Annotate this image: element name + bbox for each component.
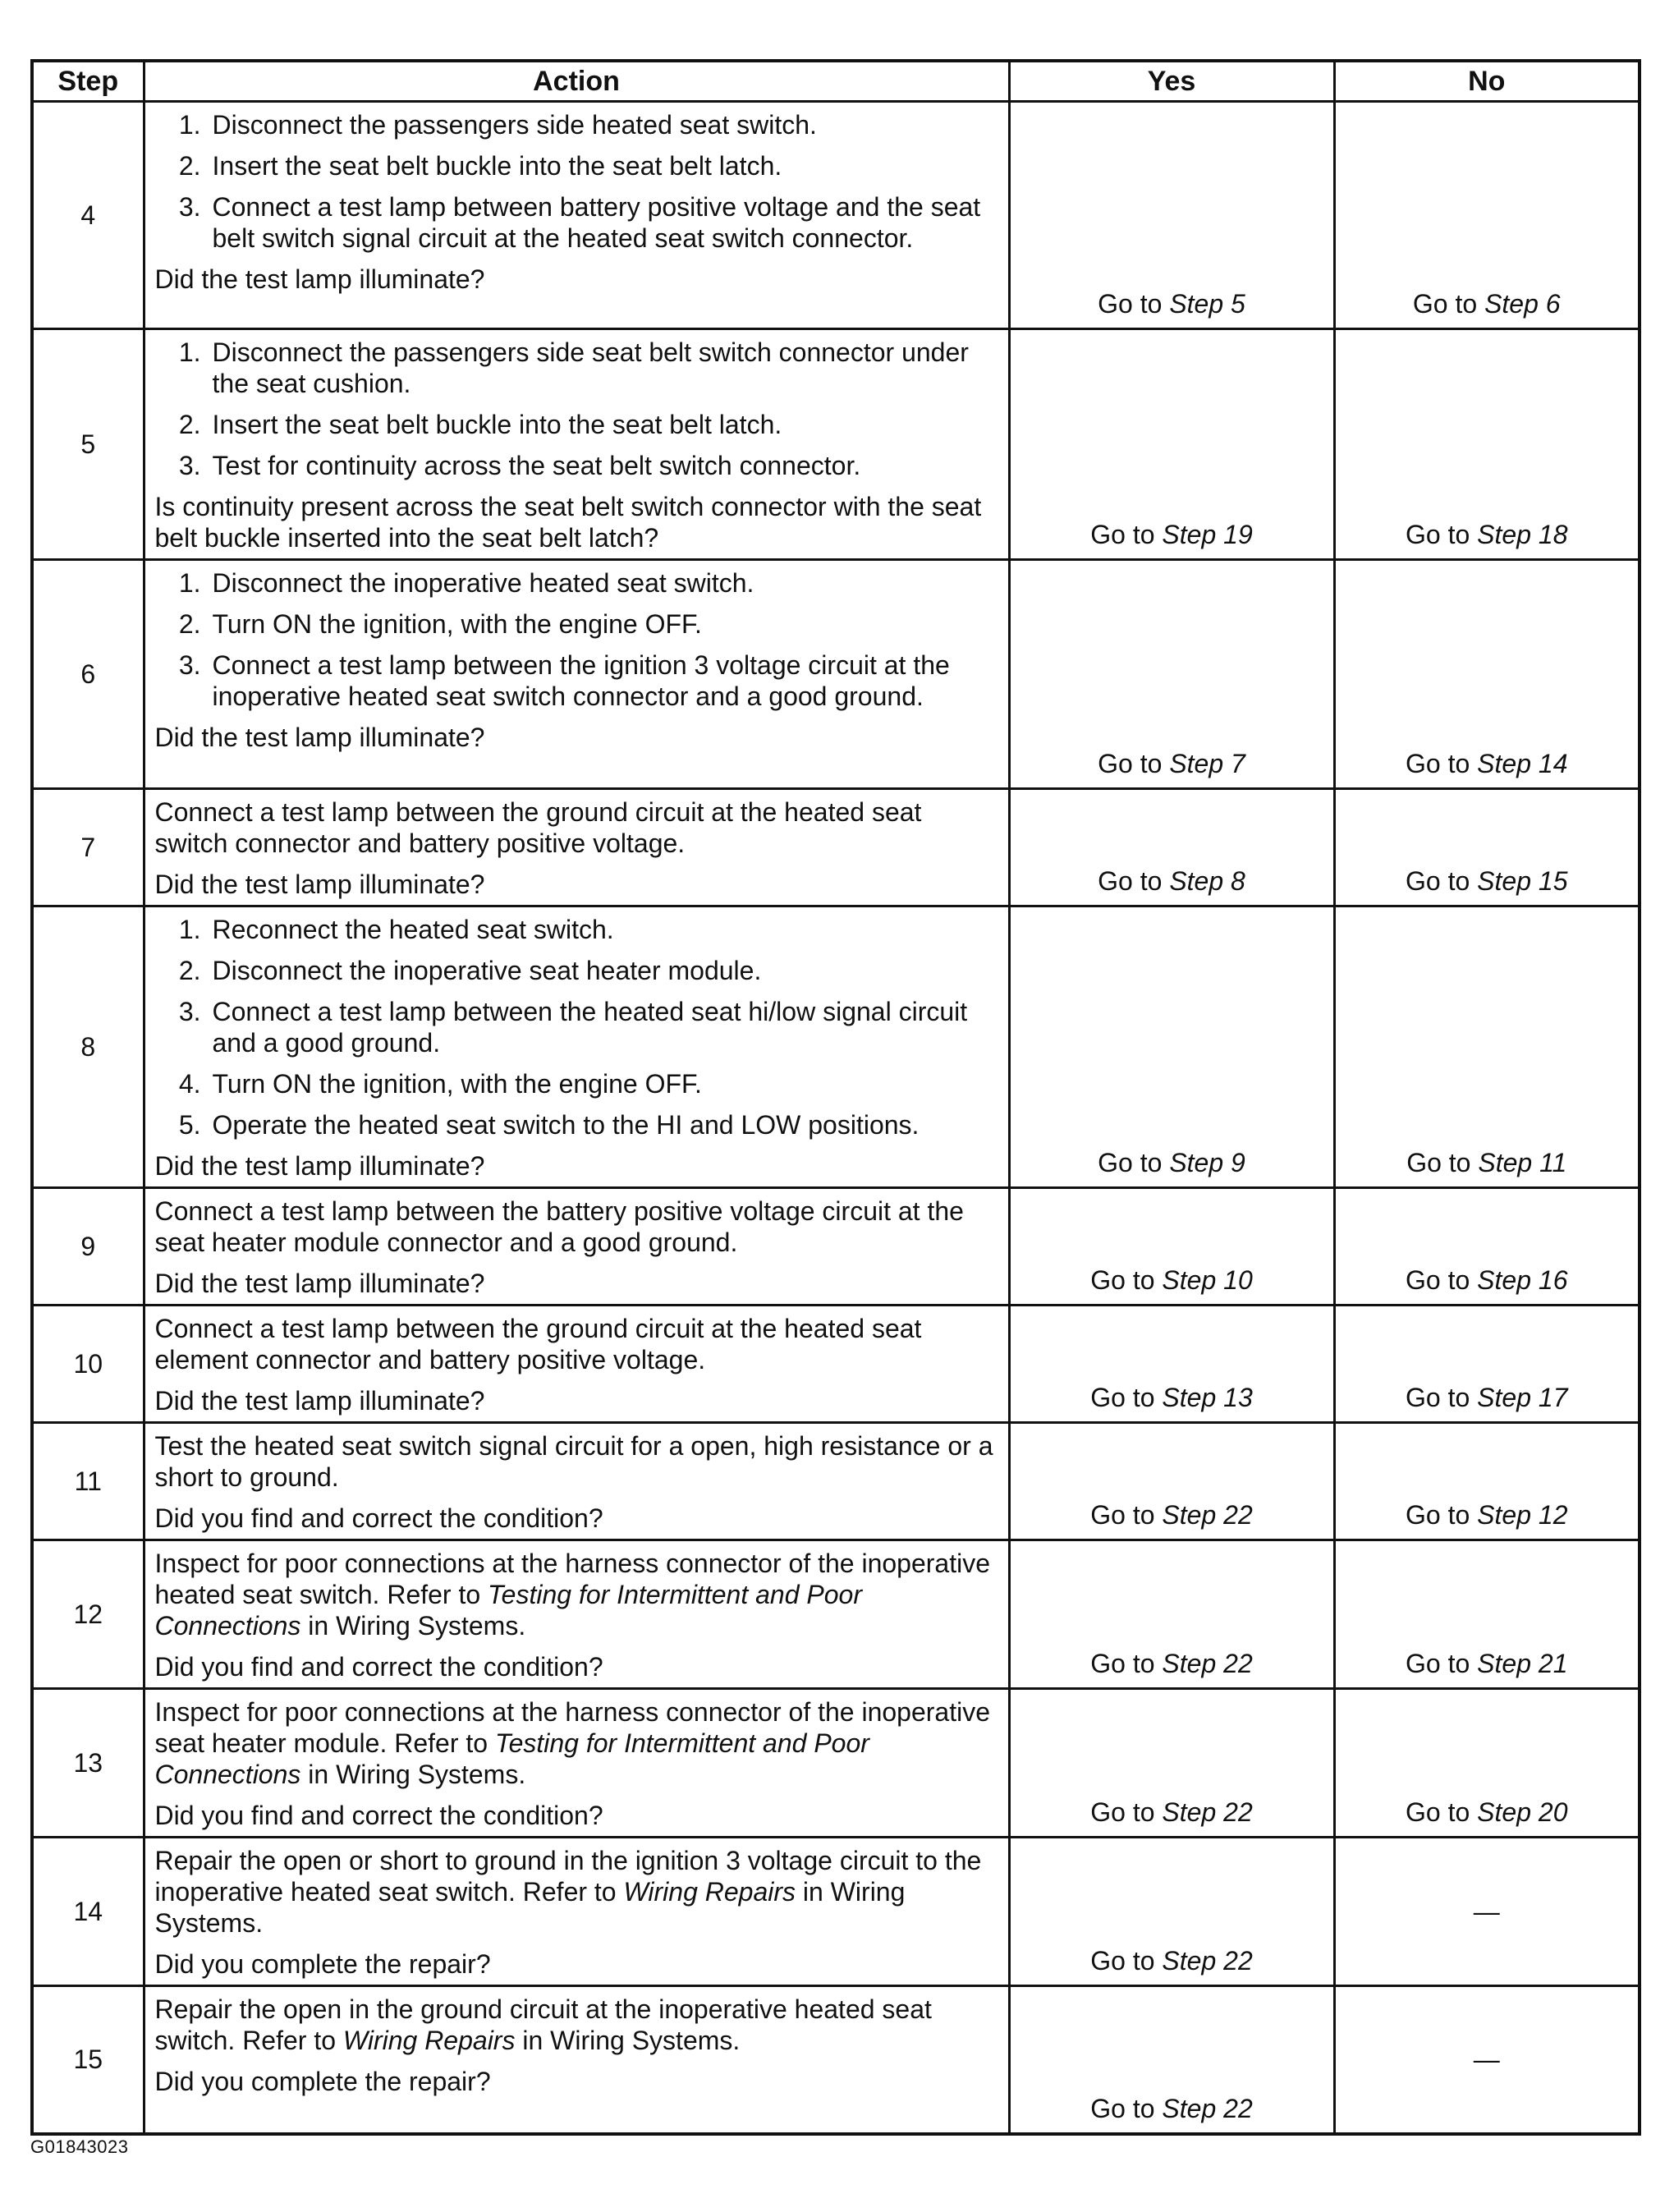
item-number: 2. bbox=[178, 609, 201, 639]
figure-id: G01843023 bbox=[30, 2136, 129, 2157]
reference-title: Wiring Repairs bbox=[342, 2026, 516, 2055]
item-number: 3. bbox=[178, 997, 201, 1026]
item-number: 3. bbox=[178, 451, 201, 480]
action-step-item bbox=[155, 955, 998, 986]
action-text bbox=[155, 1548, 998, 1641]
step-reference: Step 15 bbox=[1477, 866, 1568, 896]
table-row bbox=[32, 1306, 1640, 1423]
question-text: Did the test lamp illuminate? bbox=[154, 723, 485, 752]
header-action: Action bbox=[144, 61, 1009, 102]
item-text: Insert the seat belt buckle into the seat belt latch. bbox=[212, 151, 782, 181]
goto-prefix: Go to bbox=[1406, 1383, 1478, 1412]
goto-prefix: Go to bbox=[1090, 1649, 1163, 1678]
step-reference: Step 8 bbox=[1169, 866, 1245, 896]
no-result bbox=[1334, 329, 1640, 560]
goto-prefix: Go to bbox=[1090, 1946, 1163, 1976]
step-number: 15 bbox=[32, 1986, 144, 2134]
action-step-item bbox=[155, 996, 998, 1058]
step-reference: Step 9 bbox=[1169, 1148, 1245, 1177]
item-text: Operate the heated seat switch to the HI and LOW positions. bbox=[212, 1110, 920, 1140]
action-text-part: in Wiring Systems. bbox=[300, 1611, 526, 1641]
question-text: Is continuity present across the seat belt switch connector with the seat belt buckle inserted into the seat belt latch? bbox=[154, 492, 982, 553]
item-text: Turn ON the ignition, with the engine OFF. bbox=[212, 1069, 702, 1099]
table-row bbox=[32, 102, 1640, 329]
action-text: Connect a test lamp between the ground circuit at the heated seat switch connector and battery positive voltage. bbox=[154, 797, 922, 858]
goto-prefix: Go to bbox=[1090, 1265, 1163, 1295]
action-text-part: Inspect for poor connections at the harness connector of the inoperative seat heater module. Refer to bbox=[154, 1697, 991, 1758]
action-text: Test the heated seat switch signal circuit for a open, high resistance or a short to ground. bbox=[154, 1431, 993, 1492]
goto-prefix: Go to bbox=[1098, 1148, 1170, 1177]
step-reference: Step 21 bbox=[1477, 1649, 1568, 1678]
goto-prefix: Go to bbox=[1090, 1500, 1163, 1530]
question-text: Did the test lamp illuminate? bbox=[154, 1386, 485, 1416]
step-number: 14 bbox=[32, 1838, 144, 1986]
goto-prefix: Go to bbox=[1098, 289, 1170, 319]
action-text-part: Repair the open or short to ground in the ignition 3 voltage circuit to the inoperative heated seat switch. Refer to bbox=[154, 1846, 982, 1907]
step-number: 8 bbox=[32, 906, 144, 1188]
item-number: 1. bbox=[178, 110, 201, 140]
item-text: Connect a test lamp between the heated seat hi/low signal circuit and a good ground. bbox=[212, 997, 968, 1058]
no-result bbox=[1334, 789, 1640, 906]
item-number: 2. bbox=[178, 410, 201, 439]
action-step-item bbox=[155, 1068, 998, 1099]
no-result bbox=[1334, 1423, 1640, 1540]
item-text: Disconnect the inoperative heated seat switch. bbox=[212, 568, 754, 598]
yes-result bbox=[1009, 1423, 1334, 1540]
yes-result bbox=[1009, 789, 1334, 906]
step-reference: Step 22 bbox=[1162, 1797, 1253, 1827]
step-reference: Step 20 bbox=[1477, 1797, 1568, 1827]
reference-title: Wiring Repairs bbox=[623, 1877, 796, 1907]
question-text: Did you find and correct the condition? bbox=[154, 1801, 603, 1830]
step-number: 11 bbox=[32, 1423, 144, 1540]
goto-prefix: Go to bbox=[1098, 749, 1170, 778]
step-number: 9 bbox=[32, 1188, 144, 1306]
step-reference: Step 22 bbox=[1162, 1500, 1253, 1530]
table-row bbox=[32, 1540, 1640, 1689]
question-text: Did you find and correct the condition? bbox=[154, 1652, 603, 1682]
header-yes: Yes bbox=[1009, 61, 1334, 102]
item-text: Test for continuity across the seat belt switch connector. bbox=[212, 451, 861, 480]
step-number: 5 bbox=[32, 329, 144, 560]
no-result bbox=[1334, 1540, 1640, 1689]
table-row bbox=[32, 1689, 1640, 1838]
action-cell bbox=[144, 102, 1009, 329]
yes-result bbox=[1009, 1689, 1334, 1838]
no-result bbox=[1334, 1188, 1640, 1306]
header-step: Step bbox=[32, 61, 144, 102]
goto-prefix: Go to bbox=[1406, 749, 1478, 778]
question-text: Did the test lamp illuminate? bbox=[154, 870, 485, 899]
table-row bbox=[32, 1986, 1640, 2134]
no-result bbox=[1334, 560, 1640, 789]
table-row bbox=[32, 1423, 1640, 1540]
no-result bbox=[1334, 102, 1640, 329]
step-reference: Step 19 bbox=[1162, 520, 1253, 549]
action-step-item bbox=[155, 409, 998, 440]
action-step-item bbox=[155, 649, 998, 712]
yes-result bbox=[1009, 1188, 1334, 1306]
goto-prefix: Go to bbox=[1090, 1383, 1163, 1412]
question-text: Did the test lamp illuminate? bbox=[154, 1269, 485, 1298]
reference-title: Testing for Intermittent and Poor Connections bbox=[154, 1580, 862, 1641]
action-cell bbox=[144, 1986, 1009, 2134]
step-number: 7 bbox=[32, 789, 144, 906]
goto-prefix: Go to bbox=[1090, 1797, 1163, 1827]
action-step-item bbox=[155, 337, 998, 399]
item-number: 5. bbox=[178, 1110, 201, 1140]
step-reference: Step 5 bbox=[1169, 289, 1245, 319]
yes-result bbox=[1009, 102, 1334, 329]
step-number: 6 bbox=[32, 560, 144, 789]
step-number: 4 bbox=[32, 102, 144, 329]
action-cell bbox=[144, 1689, 1009, 1838]
diagnostic-table bbox=[30, 59, 1641, 2136]
action-step-item bbox=[155, 450, 998, 481]
step-reference: Step 12 bbox=[1477, 1500, 1568, 1530]
action-step-item bbox=[155, 608, 998, 640]
goto-prefix: Go to bbox=[1406, 1265, 1478, 1295]
action-text-part: Repair the open in the ground circuit at the inoperative heated seat switch. Refer to bbox=[154, 1994, 932, 2055]
action-cell bbox=[144, 1188, 1009, 1306]
goto-prefix: Go to bbox=[1406, 1649, 1478, 1678]
step-reference: Step 18 bbox=[1477, 520, 1568, 549]
action-cell bbox=[144, 1306, 1009, 1423]
item-text: Disconnect the passengers side heated seat switch. bbox=[212, 110, 817, 140]
item-text: Disconnect the inoperative seat heater module. bbox=[212, 956, 762, 985]
action-text: Connect a test lamp between the ground circuit at the heated seat element connector and battery positive voltage. bbox=[154, 1314, 922, 1374]
action-cell bbox=[144, 1423, 1009, 1540]
step-reference: Step 13 bbox=[1162, 1383, 1253, 1412]
action-step-item bbox=[155, 191, 998, 254]
action-cell bbox=[144, 560, 1009, 789]
yes-result bbox=[1009, 1540, 1334, 1689]
no-result bbox=[1334, 1306, 1640, 1423]
table-row bbox=[32, 789, 1640, 906]
reference-title: Testing for Intermittent and Poor Connections bbox=[154, 1728, 869, 1789]
action-cell bbox=[144, 789, 1009, 906]
header-no: No bbox=[1334, 61, 1640, 102]
question-text: Did you complete the repair? bbox=[154, 2067, 491, 2096]
item-text: Connect a test lamp between battery positive voltage and the seat belt switch signal circuit at the heated seat switch connector. bbox=[212, 192, 981, 253]
step-reference: Step 6 bbox=[1484, 289, 1561, 319]
table-row bbox=[32, 329, 1640, 560]
step-reference: Step 14 bbox=[1477, 749, 1568, 778]
goto-prefix: Go to bbox=[1090, 2093, 1163, 2123]
item-number: 3. bbox=[178, 192, 201, 222]
action-step-item bbox=[155, 109, 998, 140]
step-reference: Step 22 bbox=[1162, 2093, 1253, 2123]
item-number: 3. bbox=[178, 650, 201, 680]
yes-result bbox=[1009, 1306, 1334, 1423]
yes-result bbox=[1009, 906, 1334, 1188]
yes-result bbox=[1009, 1986, 1334, 2134]
action-step-item bbox=[155, 1109, 998, 1140]
action-text bbox=[155, 1845, 998, 1939]
item-number: 1. bbox=[178, 568, 201, 598]
action-text bbox=[155, 1994, 998, 2056]
yes-result bbox=[1009, 560, 1334, 789]
goto-prefix: Go to bbox=[1406, 1797, 1478, 1827]
question-text: Did you find and correct the condition? bbox=[154, 1503, 603, 1533]
goto-prefix: Go to bbox=[1090, 520, 1163, 549]
table-row bbox=[32, 1188, 1640, 1306]
no-result bbox=[1334, 906, 1640, 1188]
action-text-part: in Wiring Systems. bbox=[515, 2026, 741, 2055]
table-row bbox=[32, 1838, 1640, 1986]
action-text-part: Inspect for poor connections at the harness connector of the inoperative heated seat switch. Refer to bbox=[154, 1549, 991, 1609]
action-step-item bbox=[155, 150, 998, 181]
goto-prefix: Go to bbox=[1098, 866, 1170, 896]
step-reference: Step 16 bbox=[1477, 1265, 1568, 1295]
no-result bbox=[1334, 1689, 1640, 1838]
action-step-item bbox=[155, 567, 998, 599]
action-text-part: in Wiring Systems. bbox=[300, 1760, 526, 1789]
item-text: Insert the seat belt buckle into the seat belt latch. bbox=[212, 410, 782, 439]
goto-prefix: Go to bbox=[1412, 289, 1485, 319]
no-dash: — bbox=[1334, 1986, 1640, 2134]
item-number: 1. bbox=[178, 337, 201, 367]
goto-prefix: Go to bbox=[1406, 1500, 1478, 1530]
goto-prefix: Go to bbox=[1406, 520, 1478, 549]
action-cell bbox=[144, 906, 1009, 1188]
goto-prefix: Go to bbox=[1406, 1148, 1479, 1177]
no-dash: — bbox=[1334, 1838, 1640, 1986]
question-text: Did the test lamp illuminate? bbox=[154, 1151, 485, 1181]
action-cell bbox=[144, 1838, 1009, 1986]
item-text: Turn ON the ignition, with the engine OFF. bbox=[212, 609, 702, 639]
step-reference: Step 7 bbox=[1169, 749, 1245, 778]
step-reference: Step 10 bbox=[1162, 1265, 1253, 1295]
step-number: 10 bbox=[32, 1306, 144, 1423]
question-text: Did you complete the repair? bbox=[154, 1949, 491, 1979]
action-text bbox=[155, 1696, 998, 1790]
step-reference: Step 22 bbox=[1162, 1946, 1253, 1976]
step-number: 12 bbox=[32, 1540, 144, 1689]
action-text-part: in Wiring Systems. bbox=[154, 1877, 906, 1938]
goto-prefix: Go to bbox=[1406, 866, 1478, 896]
step-reference: Step 11 bbox=[1478, 1148, 1567, 1177]
step-reference: Step 22 bbox=[1162, 1649, 1253, 1678]
item-number: 2. bbox=[178, 956, 201, 985]
action-cell bbox=[144, 1540, 1009, 1689]
item-text: Disconnect the passengers side seat belt switch connector under the seat cushion. bbox=[212, 337, 969, 398]
yes-result bbox=[1009, 1838, 1334, 1986]
header-row bbox=[32, 61, 1640, 102]
item-number: 4. bbox=[178, 1069, 201, 1099]
item-text: Reconnect the heated seat switch. bbox=[212, 915, 614, 944]
table-body bbox=[32, 102, 1640, 2134]
action-cell bbox=[144, 329, 1009, 560]
item-text: Connect a test lamp between the ignition 3 voltage circuit at the inoperative heated seat switch connector and a good ground. bbox=[212, 650, 950, 711]
yes-result bbox=[1009, 329, 1334, 560]
table-row bbox=[32, 906, 1640, 1188]
step-reference: Step 17 bbox=[1477, 1383, 1568, 1412]
item-number: 1. bbox=[178, 915, 201, 944]
action-step-item bbox=[155, 914, 998, 945]
question-text: Did the test lamp illuminate? bbox=[154, 264, 485, 294]
action-text: Connect a test lamp between the battery positive voltage circuit at the seat heater module connector and a good ground. bbox=[154, 1196, 964, 1257]
step-number: 13 bbox=[32, 1689, 144, 1838]
table-row bbox=[32, 560, 1640, 789]
item-number: 2. bbox=[178, 151, 201, 181]
